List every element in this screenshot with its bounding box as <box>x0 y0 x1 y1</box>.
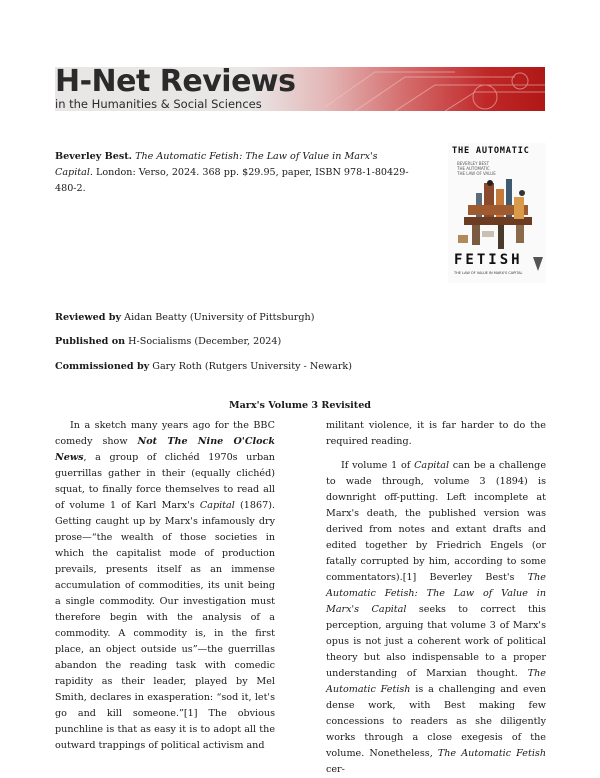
citation-details: London: Verso, 2024. 368 pp. $29.95, paper, ISBN 978-1-80429-480-2. <box>55 167 409 194</box>
banner-title: H-Net Reviews <box>55 67 296 99</box>
reviewed-by-label: Reviewed by <box>55 312 122 323</box>
review-paragraph-continued: militant violence, it is far harder to do the required reading. <box>326 420 546 447</box>
cover-author-line: BEVERLEY BEST <box>457 161 490 166</box>
review-column-left <box>55 418 275 754</box>
reviewed-by-value: Aidan Beatty (University of Pittsburgh) <box>121 312 315 323</box>
cover-bottom-text: FETISH <box>454 252 523 268</box>
review-title: Marx's Volume 3 Revisited <box>228 400 372 411</box>
book-citation <box>55 149 415 197</box>
commissioned-by-label: Commissioned by <box>55 361 150 372</box>
published-on-label: Published on <box>55 336 126 347</box>
banner-subtitle: in the Humanities & Social Sciences <box>55 97 262 111</box>
cover-illustration <box>454 179 542 251</box>
citation-book-title: The Automatic Fetish: The Law of Value in Marx's Capital. <box>55 151 378 178</box>
hnet-banner <box>55 67 545 111</box>
commissioned-by <box>55 361 352 372</box>
reviewed-by <box>55 312 314 323</box>
book-cover <box>448 143 546 283</box>
commissioned-by-value: Gary Roth (Rutgers University - Newark) <box>149 361 352 372</box>
cover-author-block <box>457 161 496 176</box>
cover-top-text: THE AUTOMATIC <box>452 146 530 156</box>
review-paragraph: If volume 1 of Capital can be a challenge to wade through, volume 3 (1894) is downright off-putting. Left incomplete at Marx's death, the published version was derived from notes and extant drafts and edited together by Friedrich Engels (or fatally corrupted by him, according to some commentators).[1] Beverley Best's The Automatic Fetish: The Law of Value in Marx's Capital seeks to correct this perception, arguing that volume 3 of Marx's opus is not just a coherent work of political theory but also indispensable to a proper understanding of Marxian thought. The Automatic Fetish is a challenging and even dense work, with Best making few concessions to readers as she diligently works through a close exegesis of the volume. Nonetheless, The Automatic Fetish cer- <box>326 460 547 775</box>
citation-author: Beverley Best. <box>55 151 132 162</box>
cover-author-line: THE AUTOMATIC <box>457 166 490 171</box>
banner-decoration <box>315 67 545 111</box>
publisher-mark-icon <box>532 255 544 273</box>
cover-subtitle: THE LAW OF VALUE IN MARX'S CAPITAL <box>454 271 523 275</box>
published-on-value: H-Socialisms (December, 2024) <box>125 336 282 347</box>
review-column-right <box>326 418 546 778</box>
cover-author-line: THE LAW OF VALUE <box>457 171 496 176</box>
review-paragraph: In a sketch many years ago for the BBC comedy show Not The Nine O'Clock News, a group of clichéd 1970s urban guerrillas gather in their (equally clichéd) squat, to finally force themselves to read all of volume 1 of Karl Marx's Capital (1867). Getting caught up by Marx's infamously dry prose—“the wealth of those societies in which the capitalist mode of production prevails, presents itself as an immense accumulation of commodities, its unit being a single commodity. Our investigation must therefore begin with the analysis of a commodity. A commodity is, in the first place, an object outside us”—the guerrillas abandon the reading task with comedic rapidity as their leader, played by Mel Smith, declares in exasperation: “sod it, let's go and kill someone.”[1] The obvious punchline is that as easy it is to adopt all the outward trappings of political activism and <box>55 420 275 751</box>
published-on <box>55 336 281 347</box>
